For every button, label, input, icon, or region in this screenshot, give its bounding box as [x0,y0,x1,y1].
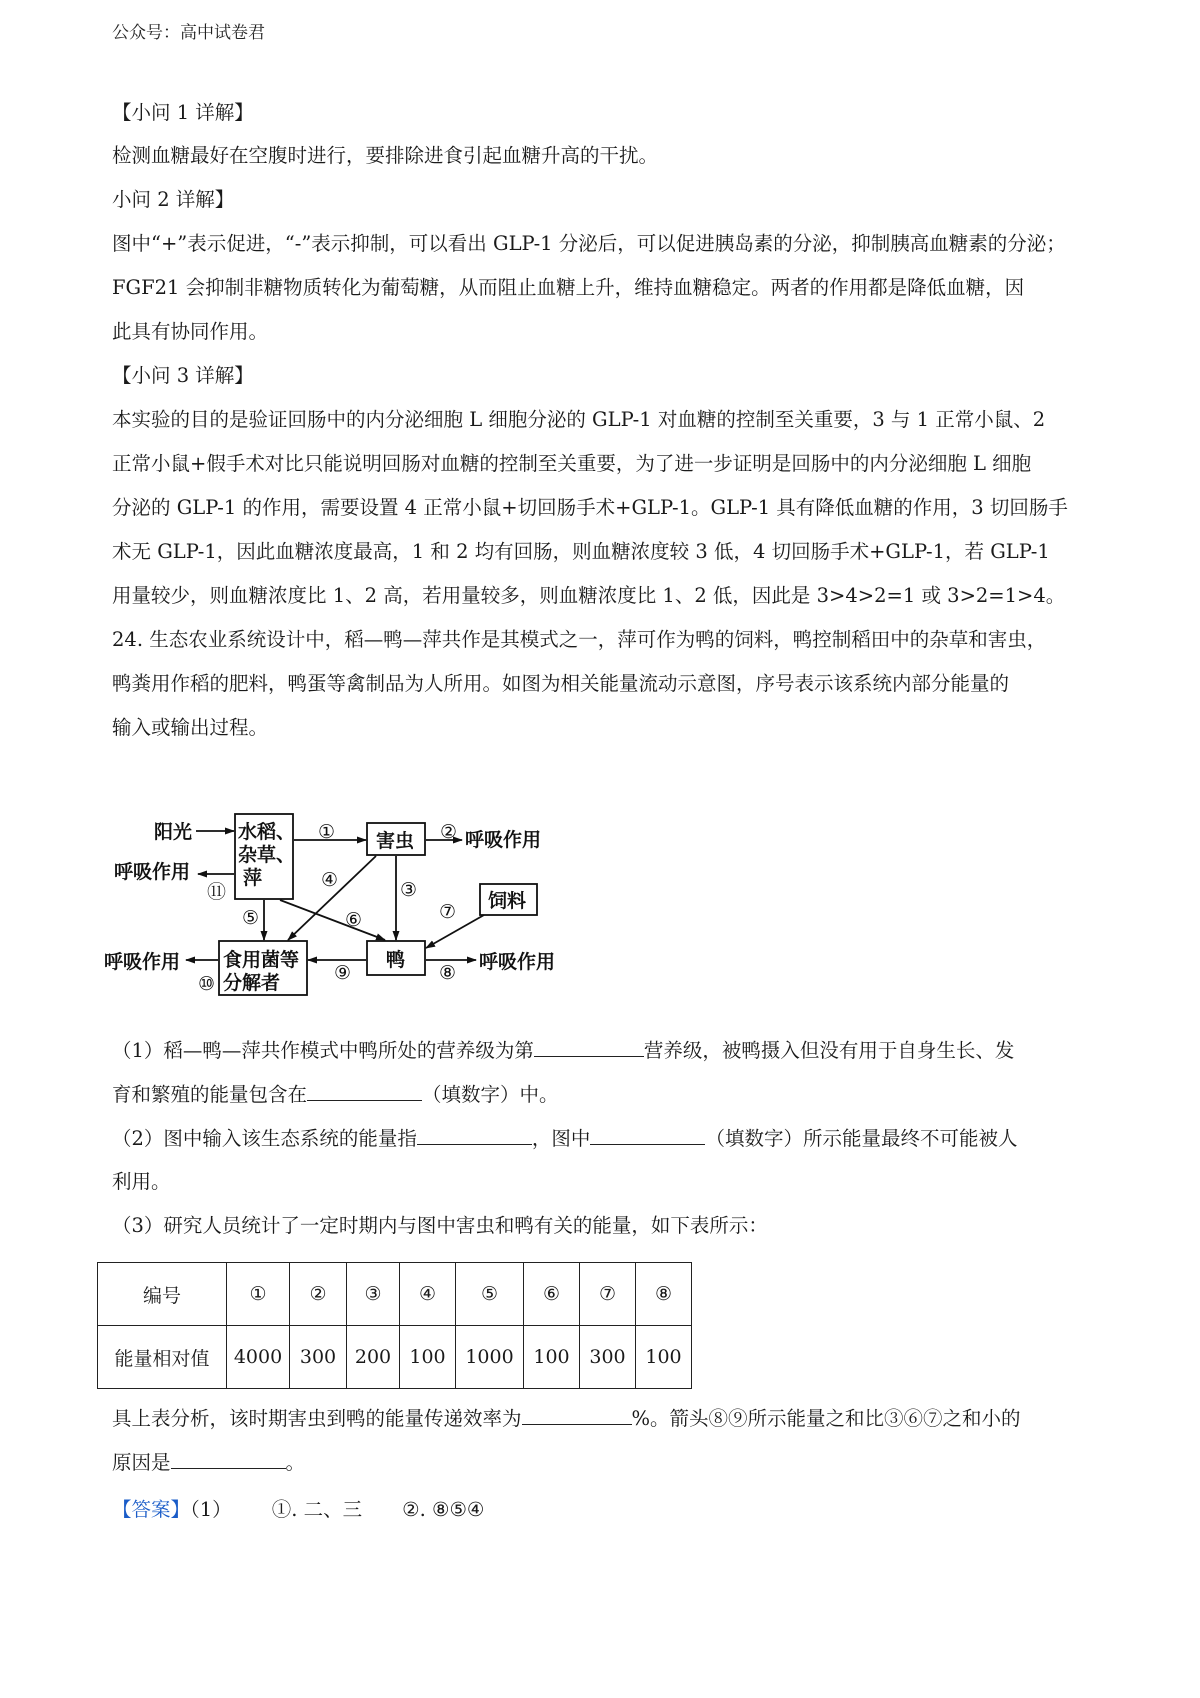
table-analysis-cont: 原因是 。 [112,1448,1097,1477]
paragraph-line: 此具有协同作用。 [112,320,269,343]
answer-blank[interactable] [307,1080,422,1101]
pest-respiration-label: 呼吸作用 [465,829,542,851]
paragraph-line: 正常小鼠+假手术对比只能说明回肠对血糖的控制至关重要，为了进一步证明是回肠中的内分泌细胞 L 细胞 [112,452,1032,475]
paragraph-line: FGF21 会抑制非糖物质转化为葡萄糖，从而阻止血糖上升，维持血糖稳定。两者的作用都是降低血糖，因 [112,276,1025,299]
table-header-row [98,1263,692,1326]
section-heading: 【小问 1 详解】 [112,101,254,124]
answer-1: ①. 二、三 [271,1498,363,1521]
decomposer-respiration-label: 呼吸作用 [104,951,181,973]
decomposer-label-2: 分解者 [223,972,281,994]
arrow-6 [280,900,385,940]
flow-number-3: ③ [400,879,418,901]
feed-label: 饲料 [488,890,527,912]
answer-blank[interactable] [534,1036,644,1057]
paragraph-line: 检测血糖最好在空腹时进行，要排除进食引起血糖升高的干扰。 [112,144,659,167]
flow-number-4: ④ [321,869,339,891]
table-cell: 300 [290,1326,347,1389]
table-col-header: ② [290,1263,347,1326]
flow-number-5: ⑤ [242,907,260,929]
question-3: （3）研究人员统计了一定时期内与图中害虫和鸭有关的能量，如下表所示： [112,1214,768,1237]
page-header: 公众号：高中试卷君 [112,23,265,43]
table-cell: 200 [347,1326,400,1389]
answer-blank[interactable] [417,1124,532,1145]
paragraph-line: 术无 GLP-1，因此血糖浓度最高，1 和 2 均有回肠，则血糖浓度较 3 低，4 切回肠手术+GLP-1，若 GLP-1 [112,540,1050,563]
decomposer-label-1: 食用菌等 [223,949,300,971]
table-row-label: 能量相对值 [98,1326,227,1389]
duck-label: 鸭 [386,949,406,971]
section-heading: 【小问 3 详解】 [112,364,254,387]
table-cell: 100 [400,1326,456,1389]
table-col-header: ③ [347,1263,400,1326]
section-heading: 小问 2 详解】 [112,188,235,211]
flow-number-11: ⑪ [207,881,227,903]
table-col-header: ④ [400,1263,456,1326]
paragraph-line: 本实验的目的是验证回肠中的内分泌细胞 L 细胞分泌的 GLP-1 对血糖的控制至关重要，3 与 1 正常小鼠、2 [112,408,1046,431]
energy-flow-diagram [100,808,620,1026]
question-1-cont: 育和繁殖的能量包含在 （填数字）中。 [112,1080,1097,1109]
table-col-header: ⑥ [524,1263,580,1326]
table-cell: 100 [524,1326,580,1389]
plants-label-2: 杂草、 [238,844,296,866]
energy-flow-svg [100,808,620,1026]
table-header-label: 编号 [98,1263,227,1326]
paragraph-line: 用量较少，则血糖浓度比 1、2 高，若用量较多，则血糖浓度比 1、2 低，因此是 3>4>2=1 或 3>2=1>4。 [112,584,1066,607]
table-analysis: 具上表分析，该时期害虫到鸭的能量传递效率为 %。箭头⑧⑨所示能量之和比③⑥⑦之和小的 [112,1404,1097,1433]
table-cell: 100 [636,1326,692,1389]
question-24-line: 输入或输出过程。 [112,716,269,739]
answer-blank[interactable] [171,1448,286,1469]
question-1: （1）稻—鸭—萍共作模式中鸭所处的营养级为第 营养级，被鸭摄入但没有用于自身生长、发 [112,1036,1097,1065]
answer-2: ②. ⑧⑤④ [402,1498,485,1521]
pest-label: 害虫 [376,830,415,852]
table-col-header: ① [227,1263,290,1326]
answer-blank[interactable] [590,1124,705,1145]
paragraph-line: 图中“+”表示促进，“-”表示抑制，可以看出 GLP-1 分泌后，可以促进胰岛素的分泌，抑制胰高血糖素的分泌； [112,232,1066,255]
duck-respiration-label: 呼吸作用 [479,951,556,973]
table-cell: 1000 [456,1326,524,1389]
answer-line [112,1496,1097,1524]
question-2: （2）图中输入该生态系统的能量指 ，图中 （填数字）所示能量最终不可能被人 [112,1124,1097,1153]
plants-label-1: 水稻、 [238,821,296,843]
paragraph-line: 分泌的 GLP-1 的作用，需要设置 4 正常小鼠+切回肠手术+GLP-1。GLP-1 具有降低血糖的作用，3 切回肠手 [112,496,1068,519]
table-row [98,1326,692,1389]
flow-number-1: ① [318,821,336,843]
question-24-line: 鸭粪用作稻的肥料，鸭蛋等禽制品为人所用。如图为相关能量流动示意图，序号表示该系统内部分能量的 [112,672,1010,695]
plants-label-3: 萍 [243,867,263,889]
table-col-header: ⑤ [456,1263,524,1326]
flow-number-6: ⑥ [345,909,363,931]
table-col-header: ⑦ [580,1263,636,1326]
flow-number-7: ⑦ [439,901,457,923]
question-24-line: 24. 生态农业系统设计中，稻—鸭—萍共作是其模式之一，萍可作为鸭的饲料，鸭控制稻田中的杂草和害虫， [112,628,1047,651]
plant-respiration-label: 呼吸作用 [114,861,191,883]
question-2-cont: 利用。 [112,1170,171,1193]
answer-label: 【答案】 [112,1498,191,1521]
table-col-header: ⑧ [636,1263,692,1326]
answer-part: （1） [190,1498,232,1521]
table-cell: 4000 [227,1326,290,1389]
flow-number-9: ⑨ [334,962,352,984]
flow-number-10: ⑩ [198,973,216,995]
flow-number-8: ⑧ [439,962,457,984]
sun-label: 阳光 [154,821,193,843]
answer-blank[interactable] [522,1404,632,1425]
energy-table [97,1262,692,1389]
table-cell: 300 [580,1326,636,1389]
flow-number-2: ② [440,821,458,843]
